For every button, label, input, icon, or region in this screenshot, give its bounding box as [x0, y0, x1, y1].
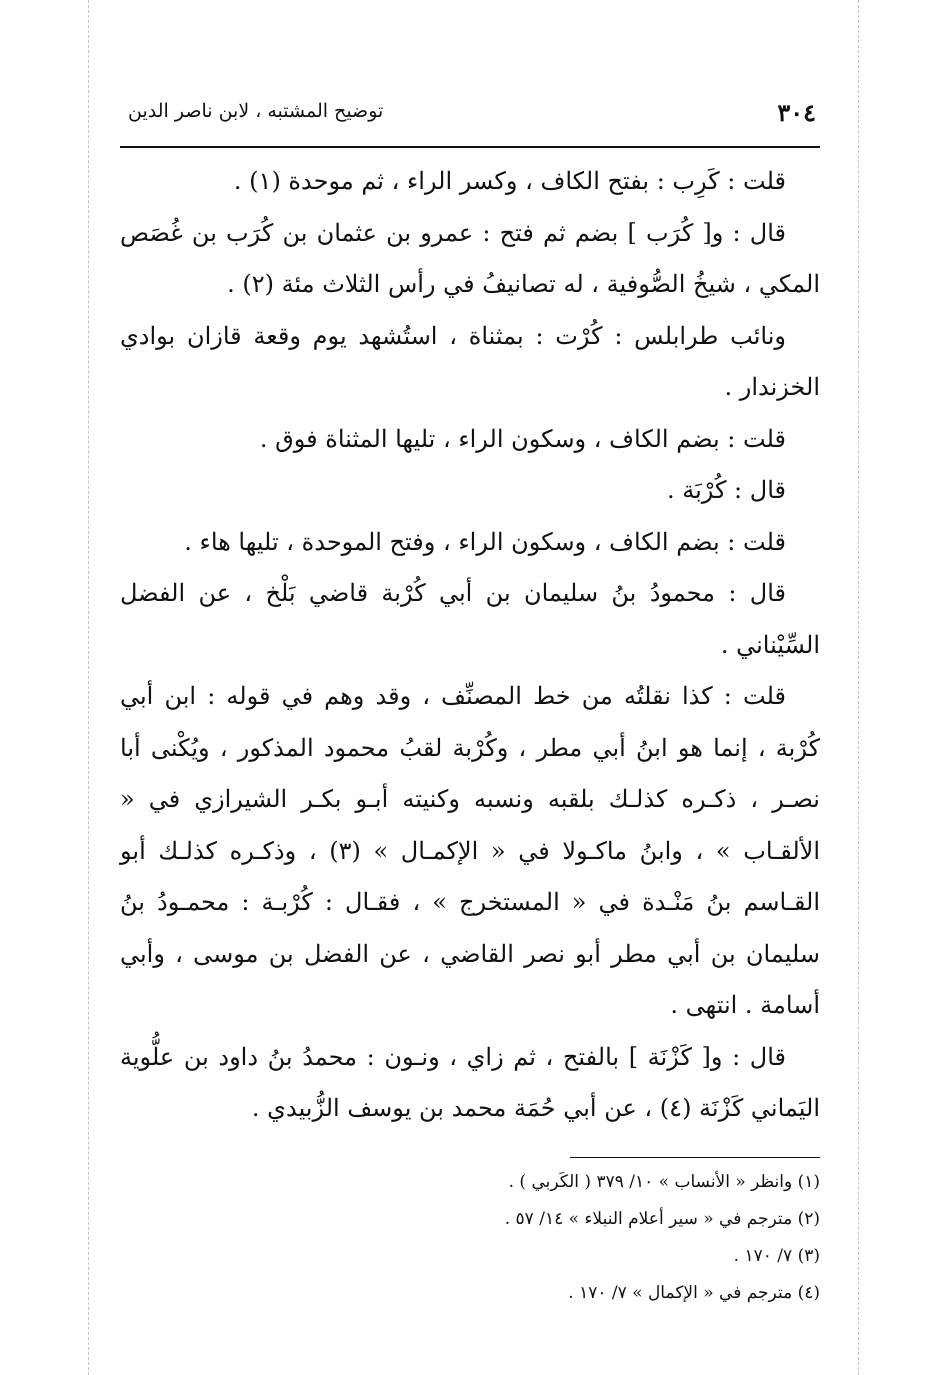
scan-guide-left [88, 0, 89, 1375]
paragraph: قال : محمودُ بنُ سليمان بن أبي كُرْبة قاضي بَلْخ ، عن الفضل السِّيْناني . [120, 579, 820, 659]
paragraph: قال : و[ كَزْنَة ] بالفتح ، ثم زاي ، ونـون : محمدُ بنُ داود بن علُّوية اليَماني كَزْنَة (٤) ، عن أبي حُمَة محمد بن يوسف الزُّبيدي . [120, 1042, 820, 1122]
page-number: ٣٠٤ [777, 98, 816, 127]
footnote: (٤) مترجم في « الإكمال » ٧/ ١٧٠ . [568, 1282, 820, 1303]
running-title: توضيح المشتبه ، لابن ناصر الدين [128, 100, 384, 122]
book-page [120, 92, 820, 1312]
paragraph: قلت : بضم الكاف ، وسكون الراء ، تليها المثناة فوق . [259, 424, 786, 453]
main-text [120, 156, 820, 1135]
paragraph: ونائب طرابلس : كُرْت : بمثناة ، استُشهد يوم وقعة قازان بوادي الخزندار . [120, 321, 820, 401]
running-head [120, 92, 820, 136]
paragraph: قال : و[ كُرَب ] بضم ثم فتح : عمرو بن عثمان بن كُرَب بن غُصَص المكي ، شيخُ الصُّوفية ، له تصانيفُ في رأس الثلاث مئة (٢) . [120, 218, 820, 298]
scan-guide-right [858, 0, 859, 1375]
footnote: (٣) ٧/ ١٧٠ . [733, 1245, 820, 1266]
paragraph: قلت : كذا نقلتُه من خط المصنِّف ، وقد وهم في قوله : ابن أبي كُرْبة ، إنما هو ابنُ أبي مطر ، وكُرْبة لقبُ محمود المذكور ، ويُكْنى أبا نصـر ، ذكـره كذلـك بلقبه ونسبه وكنيته أبـو بكـر الشيرازي في « الألقـاب » ، وابنُ ماكـولا في « الإكمـال » (٣) ، وذكـره كذلـك أبو القـاسم بنُ مَنْـدة في « المستخرج » ، فقـال : كُرْبـة : محمـودُ بنُ سليمان بن أبي مطر أبو نصر القاضي ، عن الفضل بن موسى ، وأبي أسامة . انتهى . [120, 682, 820, 1019]
footnote: (١) وانظر « الأنساب » ١٠/ ٣٧٩ ( الكَربي ) . [508, 1171, 820, 1192]
paragraph: قلت : كَرِب : بفتح الكاف ، وكسر الراء ، ثم موحدة (١) . [233, 167, 786, 195]
paragraph: قال : كُرْبَة . [666, 476, 786, 504]
footnotes [120, 1164, 820, 1312]
footnote: (٢) مترجم في « سير أعلام النبلاء » ١٤/ ٥٧ . [504, 1208, 820, 1229]
paragraph: قلت : بضم الكاف ، وسكون الراء ، وفتح الموحدة ، تليها هاء . [184, 527, 786, 556]
header-rule [120, 146, 820, 148]
footnote-rule [570, 1157, 820, 1158]
